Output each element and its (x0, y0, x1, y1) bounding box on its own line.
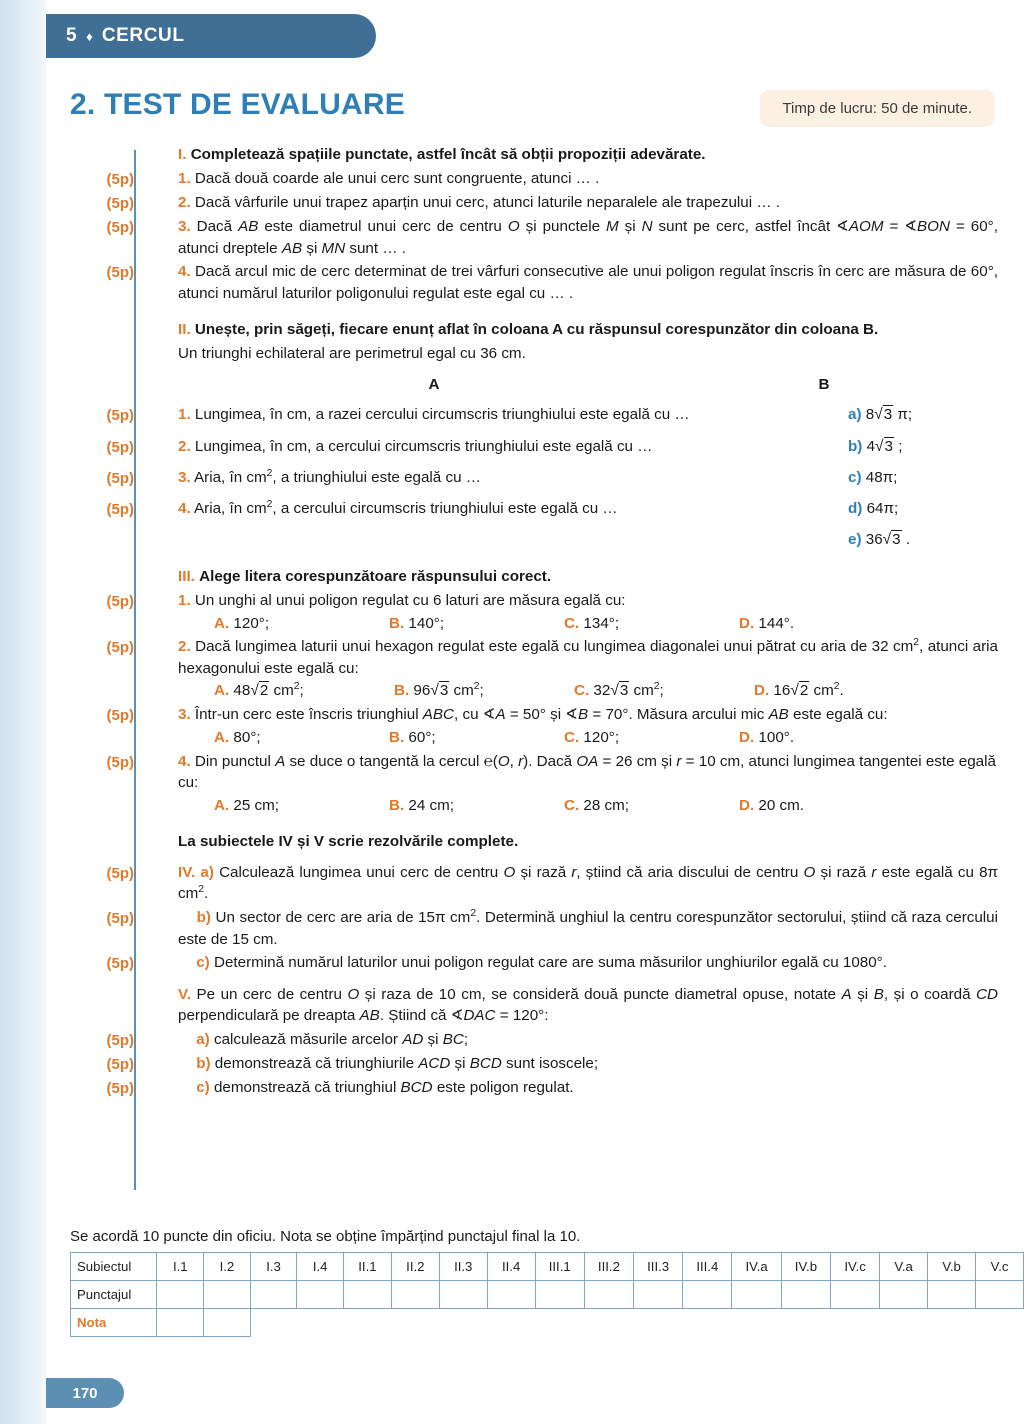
points: (5p) (106, 1031, 134, 1049)
points: (5p) (106, 707, 134, 725)
mc-row (70, 751, 998, 817)
match-row (70, 529, 998, 551)
col-head: IV.a (732, 1253, 781, 1281)
answer-letter: d) (848, 500, 863, 518)
section-I-item-4 (162, 261, 998, 304)
points-empty (70, 529, 162, 530)
section-II-subtitle-row (70, 343, 998, 365)
option-d[interactable] (739, 613, 914, 635)
option-value: 24 cm; (408, 796, 454, 814)
col-head: III.4 (683, 1253, 732, 1281)
score-cell[interactable] (928, 1281, 976, 1309)
section-II-subtitle: Un triunghi echilateral are perimetrul egal cu 36 cm. (178, 345, 526, 363)
option-letter: C. (564, 729, 580, 746)
option-letter: A. (214, 682, 230, 700)
section-I-heading-row (70, 144, 998, 166)
col-head: II.2 (391, 1253, 439, 1281)
col-head: V.c (976, 1253, 1024, 1281)
item-row (70, 1029, 998, 1051)
page-body (46, 0, 1024, 1424)
points-empty (70, 831, 162, 832)
section-I-heading-text: Completează spațiile punctate, astfel încât să obții propoziții adevărate. (190, 146, 706, 163)
section-II-heading (162, 319, 998, 341)
section-III-heading (162, 566, 998, 588)
option-d[interactable] (739, 727, 914, 749)
page-number: 170 (46, 1378, 124, 1408)
score-cell[interactable] (634, 1281, 683, 1309)
score-cell[interactable] (487, 1281, 535, 1309)
option-letter: A. (214, 796, 230, 814)
options-row (178, 727, 998, 749)
option-b[interactable] (389, 727, 564, 749)
section-III-item-3: 3. Într-un cerc este înscris triunghiul ABC, cu ∢A = 50° și ∢B = 70°. Măsura arcului mic AB este egală cu: A. 80°; B. 60°; C. 120°; D. 100°. (162, 704, 998, 748)
item-number: 3. (178, 218, 191, 236)
item-letter: a) (196, 1030, 210, 1048)
option-value: 80°; (233, 729, 261, 746)
col-head: I.3 (250, 1253, 297, 1281)
points: (5p) (106, 639, 134, 657)
row-label: Subiectul (71, 1253, 157, 1281)
item-number: 4. (178, 752, 191, 770)
match-answer-a (842, 404, 998, 426)
match-answer-b (842, 436, 998, 458)
item-text: Determină numărul laturilor unui poligon regulat care are suma măsurilor unghiurilor egală cu 1080°. (213, 954, 887, 972)
match-answer-c (842, 467, 998, 489)
option-letter: D. (754, 682, 770, 700)
option-b[interactable] (389, 795, 564, 817)
item-row (70, 216, 998, 259)
option-letter: D. (739, 614, 755, 632)
points-empty (70, 374, 162, 375)
points: (5p) (106, 219, 134, 237)
section-II-heading-text: Unește, prin săgeți, fiecare enunț aflat în coloana A cu răspunsul corespunzător din coloana B. (194, 321, 879, 339)
chapter-number: 5 (66, 25, 78, 46)
points: (5p) (106, 1080, 134, 1098)
answer-letter: c) (848, 468, 862, 486)
nota-cell[interactable] (157, 1309, 204, 1337)
page-margin-strip (0, 0, 46, 1424)
option-letter: B. (389, 729, 405, 746)
note-row (70, 831, 998, 853)
item-number: 1. (178, 591, 191, 609)
option-c[interactable] (564, 727, 739, 749)
match-item-2 (178, 436, 842, 458)
item-number: 3. (178, 468, 191, 486)
column-a-header: A (428, 375, 440, 393)
option-letter: C. (564, 796, 580, 814)
option-letter: D. (739, 729, 755, 746)
chapter-tab (46, 14, 376, 58)
points: (5p) (106, 955, 134, 973)
page-title: 2. TEST DE EVALUARE (70, 88, 405, 121)
score-cell[interactable] (880, 1281, 928, 1309)
item-text: Dacă două coarde ale unui cerc sunt congruente, atunci … . (194, 169, 600, 187)
section-V-item-c: c) demonstrează că triunghiul BCD este poligon regulat. (196, 1079, 574, 1097)
section-II-column-headers (70, 374, 998, 396)
match-answer-e (842, 529, 998, 551)
options-row (178, 680, 998, 702)
item-number: 1. (178, 406, 191, 424)
nota-blank (250, 1309, 1023, 1337)
section-IV-item-a: IV. a) Calculează lungimea unui cerc de centru O și rază r, știind că aria discului de centru O și rază r este egală cu 8π $cm^2$. (178, 863, 998, 903)
item-number: 3. (178, 706, 191, 724)
item-row (70, 192, 998, 214)
nota-cell[interactable] (204, 1309, 251, 1337)
table-row-subiectul (71, 1253, 1024, 1281)
answer-letter: b) (848, 437, 863, 455)
option-a[interactable] (214, 613, 389, 635)
table-row-punctajul (71, 1281, 1024, 1309)
option-value: 25 cm; (233, 796, 279, 814)
item-text: Dacă arcul mic de cerc determinat de trei vârfuri consecutive ale unui poligon regulat înscris în cerc are măsura de 60°, atunci numărul laturilor poligonului regulat este egal cu … . (178, 263, 998, 302)
item-text: Un unghi al unui poligon regulat cu 6 laturi are măsura egală cu: (194, 591, 626, 609)
score-table (70, 1252, 1024, 1337)
section-I-item-1 (162, 168, 998, 190)
points: (5p) (106, 170, 134, 188)
item-letter: b) (196, 1055, 211, 1073)
points: (5p) (106, 592, 134, 610)
section-III-marker: III. (178, 568, 195, 586)
item-text: Lungimea, în cm, a cercului circumscris triunghiului este egală cu … (194, 437, 653, 455)
column-b-header: B (818, 375, 830, 393)
mc-row (70, 590, 998, 634)
option-value: 140°; (408, 614, 445, 632)
points: (5p) (106, 264, 134, 282)
section-V-intro: V. Pe un cerc de centru O și raza de 10 cm, se consideră două puncte diametral opuse, notate A și B, și o coardă CD perpendiculară pe dreapta AB. Știind că ∢DAC = 120°: (178, 985, 998, 1025)
points: (5p) (106, 407, 134, 425)
score-cell[interactable] (391, 1281, 439, 1309)
option-value: 144°. (758, 614, 795, 632)
col-head: II.1 (343, 1253, 391, 1281)
option-d[interactable] (754, 680, 934, 702)
section-V-marker: V. (178, 985, 191, 1003)
answer-text: 8√3 π; (865, 406, 913, 424)
options-row (178, 613, 998, 635)
item-letter: c) (196, 1079, 210, 1097)
item-text: Lungimea, în cm, a razei cercului circumscris triunghiului este egală cu … (194, 406, 690, 424)
row-label: Nota (71, 1309, 157, 1337)
score-cell[interactable] (250, 1281, 297, 1309)
section-IV-marker: IV. (178, 863, 196, 881)
option-c[interactable] (564, 613, 739, 635)
mc-row (70, 636, 998, 702)
table-row-nota (71, 1309, 1024, 1337)
options-row (178, 795, 998, 817)
points: (5p) (106, 910, 134, 928)
match-answer-d (842, 498, 998, 520)
option-d[interactable] (739, 795, 914, 817)
answer-text: 36√3 . (865, 531, 911, 549)
section-I-item-2 (162, 192, 998, 214)
section-III-item-4: 4. Din punctul A se duce o tangentă la cercul ℮(O, r). Dacă OA = 26 cm și r = 10 cm, atunci lungimea tangentei este egală cu: A. 25 cm; B. 24 cm; C. 28 cm; D. 20 cm. (162, 751, 998, 817)
col-head: II.3 (439, 1253, 487, 1281)
score-cell[interactable] (343, 1281, 391, 1309)
points-empty (70, 319, 162, 320)
option-value: 28 cm; (583, 796, 629, 814)
answer-text: 48π; (865, 468, 898, 486)
section-III-item-1 (162, 590, 998, 634)
option-value: 120°; (233, 614, 270, 632)
col-head: V.b (928, 1253, 976, 1281)
col-head: III.3 (634, 1253, 683, 1281)
item-letter: b) (196, 909, 211, 927)
col-head: I.2 (204, 1253, 251, 1281)
item-number: 2. (178, 193, 191, 211)
match-row (70, 498, 998, 520)
option-letter: A. (214, 614, 230, 632)
col-head: IV.b (781, 1253, 830, 1281)
match-item-3: 3. Aria, în $cm^2$, a triunghiului este egală cu … (178, 467, 481, 486)
match-row (70, 436, 998, 458)
score-cell[interactable] (831, 1281, 880, 1309)
points: (5p) (106, 501, 134, 519)
col-head: IV.c (831, 1253, 880, 1281)
section-IV-item-c (162, 952, 998, 974)
note-IV-V: La subiectele IV și V scrie rezolvările complete. (178, 833, 519, 851)
col-head: III.1 (535, 1253, 584, 1281)
option-letter: B. (389, 614, 405, 632)
item-row (70, 862, 998, 905)
item-row (70, 1053, 998, 1075)
item-row (70, 261, 998, 304)
section-V-item-a: a) calculează măsurile arcelor AD și BC; (196, 1030, 469, 1048)
item-row (70, 952, 998, 974)
points-empty (70, 566, 162, 567)
answer-text: 64π; (866, 500, 899, 518)
item-letter: c) (196, 954, 210, 972)
score-cell[interactable] (535, 1281, 584, 1309)
chapter-title: CERCUL (101, 25, 185, 46)
section-III-heading-row (70, 566, 998, 588)
option-letter: D. (739, 796, 755, 814)
option-b[interactable] (394, 680, 574, 702)
option-value: 60°; (408, 729, 436, 746)
answer-letter: a) (848, 406, 862, 424)
diamond-icon: ♦ (86, 28, 93, 44)
option-a[interactable] (214, 795, 389, 817)
answer-text: 4√3 ; (866, 437, 903, 455)
points: (5p) (106, 469, 134, 487)
option-value: 16√2 $cm^2$. (773, 681, 844, 700)
item-row (70, 168, 998, 190)
section-III-heading-text: Alege litera corespunzătoare răspunsului corect. (199, 568, 552, 586)
option-value: 100°. (758, 729, 795, 746)
item-number: 2. (178, 437, 191, 455)
option-value: 120°; (583, 729, 620, 746)
option-a[interactable] (214, 727, 389, 749)
item-letter: a) (200, 863, 214, 881)
item-number: 4. (178, 263, 191, 281)
points-empty (70, 984, 162, 985)
option-letter: C. (574, 682, 590, 700)
option-letter: C. (564, 614, 580, 632)
col-head: I.1 (157, 1253, 204, 1281)
option-value: 134°; (583, 614, 620, 632)
option-value: 32√3 $cm^2$; (593, 681, 664, 700)
section-I-marker: I. (178, 146, 187, 163)
item-number: 2. (178, 638, 191, 656)
score-cell[interactable] (297, 1281, 344, 1309)
item-row (70, 1077, 998, 1099)
item-number: 1. (178, 169, 191, 187)
points: (5p) (106, 194, 134, 212)
score-cell[interactable] (204, 1281, 251, 1309)
points: (5p) (106, 753, 134, 771)
option-b[interactable] (389, 613, 564, 635)
points-empty (70, 144, 162, 145)
points: (5p) (106, 438, 134, 456)
score-cell[interactable] (732, 1281, 781, 1309)
match-row (70, 467, 998, 489)
option-value: 48√2 $cm^2$; (233, 681, 304, 700)
match-item-4: 4. Aria, în $cm^2$, a cercului circumscris triunghiului este egală cu … (178, 499, 618, 518)
score-cell[interactable] (584, 1281, 633, 1309)
col-head: I.4 (297, 1253, 344, 1281)
col-head: III.2 (584, 1253, 633, 1281)
option-letter: B. (394, 682, 410, 700)
section-II-heading-row (70, 319, 998, 341)
option-c[interactable] (574, 680, 754, 702)
item-text: Dacă vârfurile unui trapez aparțin unui cerc, atunci laturile neparalele ale trapezului … . (194, 193, 780, 211)
score-cell[interactable] (157, 1281, 204, 1309)
score-cell[interactable] (439, 1281, 487, 1309)
score-cell[interactable] (683, 1281, 732, 1309)
item-row (70, 907, 998, 950)
option-c[interactable] (564, 795, 739, 817)
points: (5p) (106, 1056, 134, 1074)
section-III-item-2: 2. Dacă lungimea laturii unui hexagon regulat este egală cu lungimea diagonalei unui pătrat cu aria de 32 $cm^2$, atunci aria hexagonului este egală cu: A. 48√2 $cm^2$; B. 96√3 $cm^2$; C. 32√3 $cm^2$; D. 16√2 $cm^2$. (162, 636, 998, 702)
section-IV-item-b: b) Un sector de cerc are aria de 15π $cm^2$. Determină unghiul la centru corespunzător sectorului, știind că raza cercului este de 15 cm. (178, 908, 998, 948)
item-number: 4. (178, 500, 191, 518)
section-II-marker: II. (178, 321, 191, 339)
option-a[interactable] (214, 680, 394, 702)
score-cell[interactable] (781, 1281, 830, 1309)
section-V-item-b: b) demonstrează că triunghiurile ACD și BCD sunt isoscele; (196, 1055, 599, 1073)
option-letter: B. (389, 796, 405, 814)
test-content (70, 144, 998, 1102)
mc-row (70, 704, 998, 748)
col-head: V.a (880, 1253, 928, 1281)
points: (5p) (106, 864, 134, 882)
col-head: II.4 (487, 1253, 535, 1281)
row-label: Punctajul (71, 1281, 157, 1309)
item-row (70, 984, 998, 1027)
answer-letter: e) (848, 531, 862, 549)
section-I-item-3: 3. Dacă AB este diametrul unui cerc de centru O și punctele M și N sunt pe cerc, astfel încât ∢AOM = ∢BON = 60°, atunci dreptele AB și MN sunt … . (178, 218, 998, 257)
option-letter: A. (214, 729, 230, 746)
option-value: 96√3 $cm^2$; (413, 681, 484, 700)
match-item-1 (178, 404, 842, 426)
option-value: 20 cm. (758, 796, 804, 814)
section-I-heading (162, 144, 998, 166)
time-note: Timp de lucru: 50 de minute. (760, 90, 994, 127)
points-empty (70, 343, 162, 344)
score-note: Se acordă 10 puncte din oficiu. Nota se obține împărțind punctajul final la 10. (70, 1228, 581, 1245)
match-row (70, 404, 998, 426)
score-cell[interactable] (976, 1281, 1024, 1309)
